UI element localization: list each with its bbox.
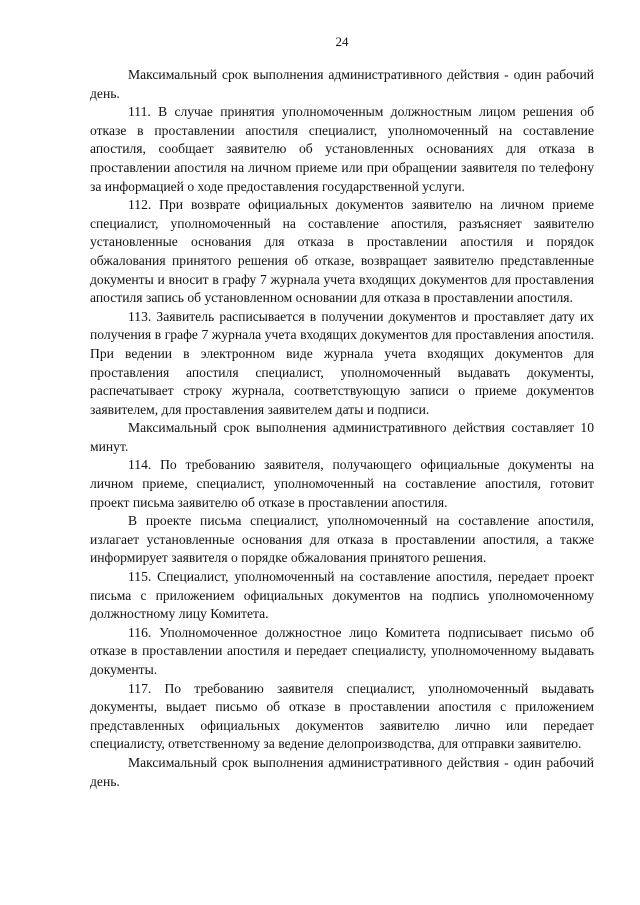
- paragraph-max-time-1: Максимальный срок выполнения административного действия - один рабочий день.: [90, 67, 594, 101]
- document-page: [90, 34, 594, 791]
- paragraph-max-time-3: Максимальный срок выполнения административного действия - один рабочий день.: [90, 754, 594, 789]
- paragraph-115: 115. Специалист, уполномоченный на составление апостиля, передает проект письма с приложением официальных документов на подпись уполномоченному должностному лицу Комитета.: [90, 569, 594, 622]
- paragraph-116: 116. Уполномоченное должностное лицо Комитета подписывает письмо об отказе в проставлении апостиля и передает специалисту, уполномоченному выдавать документы.: [90, 624, 594, 677]
- paragraph-113: 113. Заявитель расписывается в получении документов и проставляет дату их получения в графе 7 журнала учета входящих документов для проставления апостиля. При ведении в электронном виде журнала учета входящих документов для проставления апостиля специалист, уполномоченный выдавать документы, распечатывает строку журнала, соответствующую записи о приеме документов заявителем, для проставления заявителем даты и подписи.: [90, 308, 594, 417]
- paragraph-max-time-2: Максимальный срок выполнения административного действия составляет 10 минут.: [90, 420, 594, 454]
- paragraph-117: 117. По требованию заявителя специалист, уполномоченный выдавать документы, выдает письмо об отказе в проставлении апостиля с приложением представленных официальных документов заявителю лично или передает специалисту, ответственному за ведение делопроизводства, для отправки заявителю.: [90, 680, 594, 752]
- page-number: 24: [335, 34, 349, 49]
- paragraph-111: 111. В случае принятия уполномоченным должностным лицом решения об отказе в проставлении апостиля специалист, уполномоченный на составление апостиля, сообщает заявителю об установленных основаниях для отказа в проставлении апостиля на личном приеме или при обращении заявителя по телефону за информацией о ходе предоставления государственной услуги.: [90, 104, 594, 194]
- paragraph-114: 114. По требованию заявителя, получающего официальные документы на личном приеме, специалист, уполномоченный на составление апостиля, готовит проект письма заявителю об отказе в проставлении апостиля.: [90, 457, 594, 510]
- paragraph-letter-draft: В проекте письма специалист, уполномоченный на составление апостиля, излагает установленные основания для отказа в проставлении апостиля, а также информирует заявителя о порядке обжалования принятого решения.: [90, 513, 594, 566]
- paragraph-112: 112. При возврате официальных документов заявителю на личном приеме специалист, уполномоченный на составление апостиля, разъясняет заявителю установленные основания для отказа в проставлении апостиля и порядок обжалования принятого решения об отказе, возвращает заявителю представленные документы и вносит в графу 7 журнала учета входящих документов для проставления апостиля запись об установленном основании для отказа в проставлении апостиля.: [90, 197, 594, 306]
